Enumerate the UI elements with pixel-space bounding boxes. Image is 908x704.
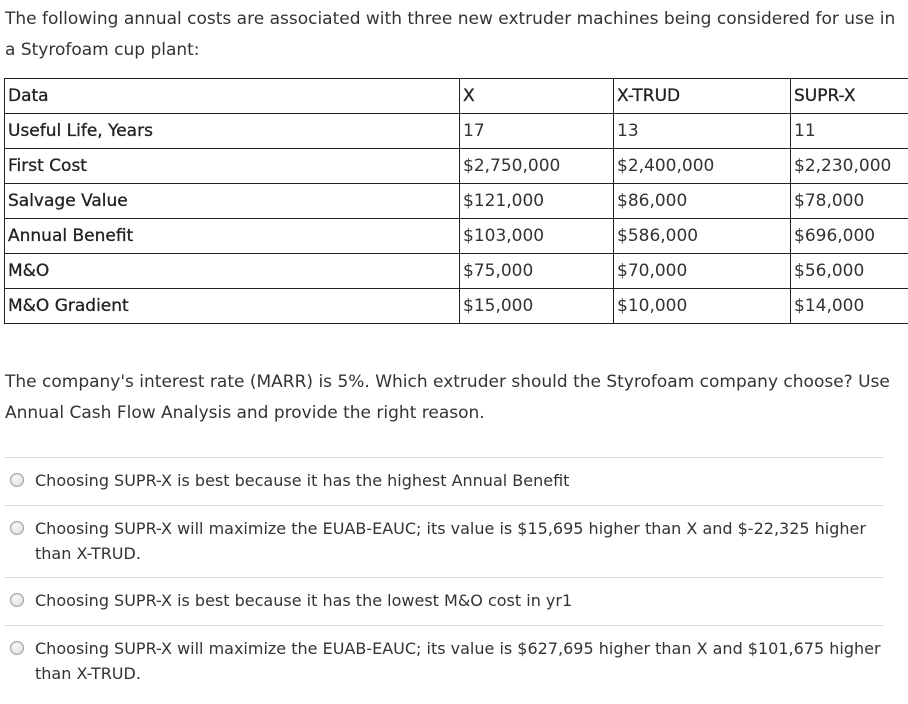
header-x-trud: X-TRUD <box>614 79 791 114</box>
cell-x-trud: $586,000 <box>614 219 791 254</box>
cell-x-trud: $10,000 <box>614 289 791 324</box>
cell-x: $15,000 <box>460 289 614 324</box>
intro-text: The following annual costs are associated with three new extruder machines being considered for use in a Styrofoam cup plant: <box>5 9 896 60</box>
table-row <box>5 289 908 324</box>
row-label: M&O Gradient <box>5 289 460 324</box>
cell-x: $121,000 <box>460 184 614 219</box>
answer-option[interactable] <box>4 625 884 697</box>
cell-supr-x: $2,230,000 <box>791 149 908 184</box>
row-label: Annual Benefit <box>5 219 460 254</box>
row-label: Salvage Value <box>5 184 460 219</box>
table-header-row <box>5 79 908 114</box>
radio-button-icon[interactable] <box>10 521 24 535</box>
cell-x: 17 <box>460 114 614 149</box>
radio-button-icon[interactable] <box>10 641 24 655</box>
cell-supr-x: $696,000 <box>791 219 908 254</box>
cell-x-trud: $86,000 <box>614 184 791 219</box>
answer-option[interactable] <box>4 505 884 577</box>
table-row <box>5 254 908 289</box>
answer-option[interactable] <box>4 457 884 505</box>
cell-x-trud: $70,000 <box>614 254 791 289</box>
answer-option[interactable] <box>4 577 884 625</box>
row-label: M&O <box>5 254 460 289</box>
option-label: Choosing SUPR-X is best because it has the highest Annual Benefit <box>35 471 570 490</box>
answer-options <box>4 457 884 697</box>
cell-supr-x: $78,000 <box>791 184 908 219</box>
cell-x: $75,000 <box>460 254 614 289</box>
cell-supr-x: $56,000 <box>791 254 908 289</box>
cell-supr-x: 11 <box>791 114 908 149</box>
cell-x: $103,000 <box>460 219 614 254</box>
radio-button-icon[interactable] <box>10 473 24 487</box>
cell-x: $2,750,000 <box>460 149 614 184</box>
option-label: Choosing SUPR-X will maximize the EUAB-EAUC; its value is $15,695 higher than X and $-22,325 higher than X-TRUD. <box>35 519 866 563</box>
header-data: Data <box>5 79 460 114</box>
header-x: X <box>460 79 614 114</box>
radio-button-icon[interactable] <box>10 593 24 607</box>
row-label: First Cost <box>5 149 460 184</box>
cell-x-trud: 13 <box>614 114 791 149</box>
option-label: Choosing SUPR-X will maximize the EUAB-EAUC; its value is $627,695 higher than X and $101,675 higher than X-TRUD. <box>35 639 881 683</box>
question-text: The company's interest rate (MARR) is 5%. Which extruder should the Styrofoam company choose? Use Annual Cash Flow Analysis and provide the right reason. <box>5 372 890 423</box>
option-label: Choosing SUPR-X is best because it has the lowest M&O cost in yr1 <box>35 591 573 610</box>
table-row <box>5 219 908 254</box>
header-supr-x: SUPR-X <box>791 79 908 114</box>
cost-data-table <box>4 78 908 324</box>
row-label: Useful Life, Years <box>5 114 460 149</box>
table-row <box>5 149 908 184</box>
cell-x-trud: $2,400,000 <box>614 149 791 184</box>
cell-supr-x: $14,000 <box>791 289 908 324</box>
table-row <box>5 114 908 149</box>
table-row <box>5 184 908 219</box>
